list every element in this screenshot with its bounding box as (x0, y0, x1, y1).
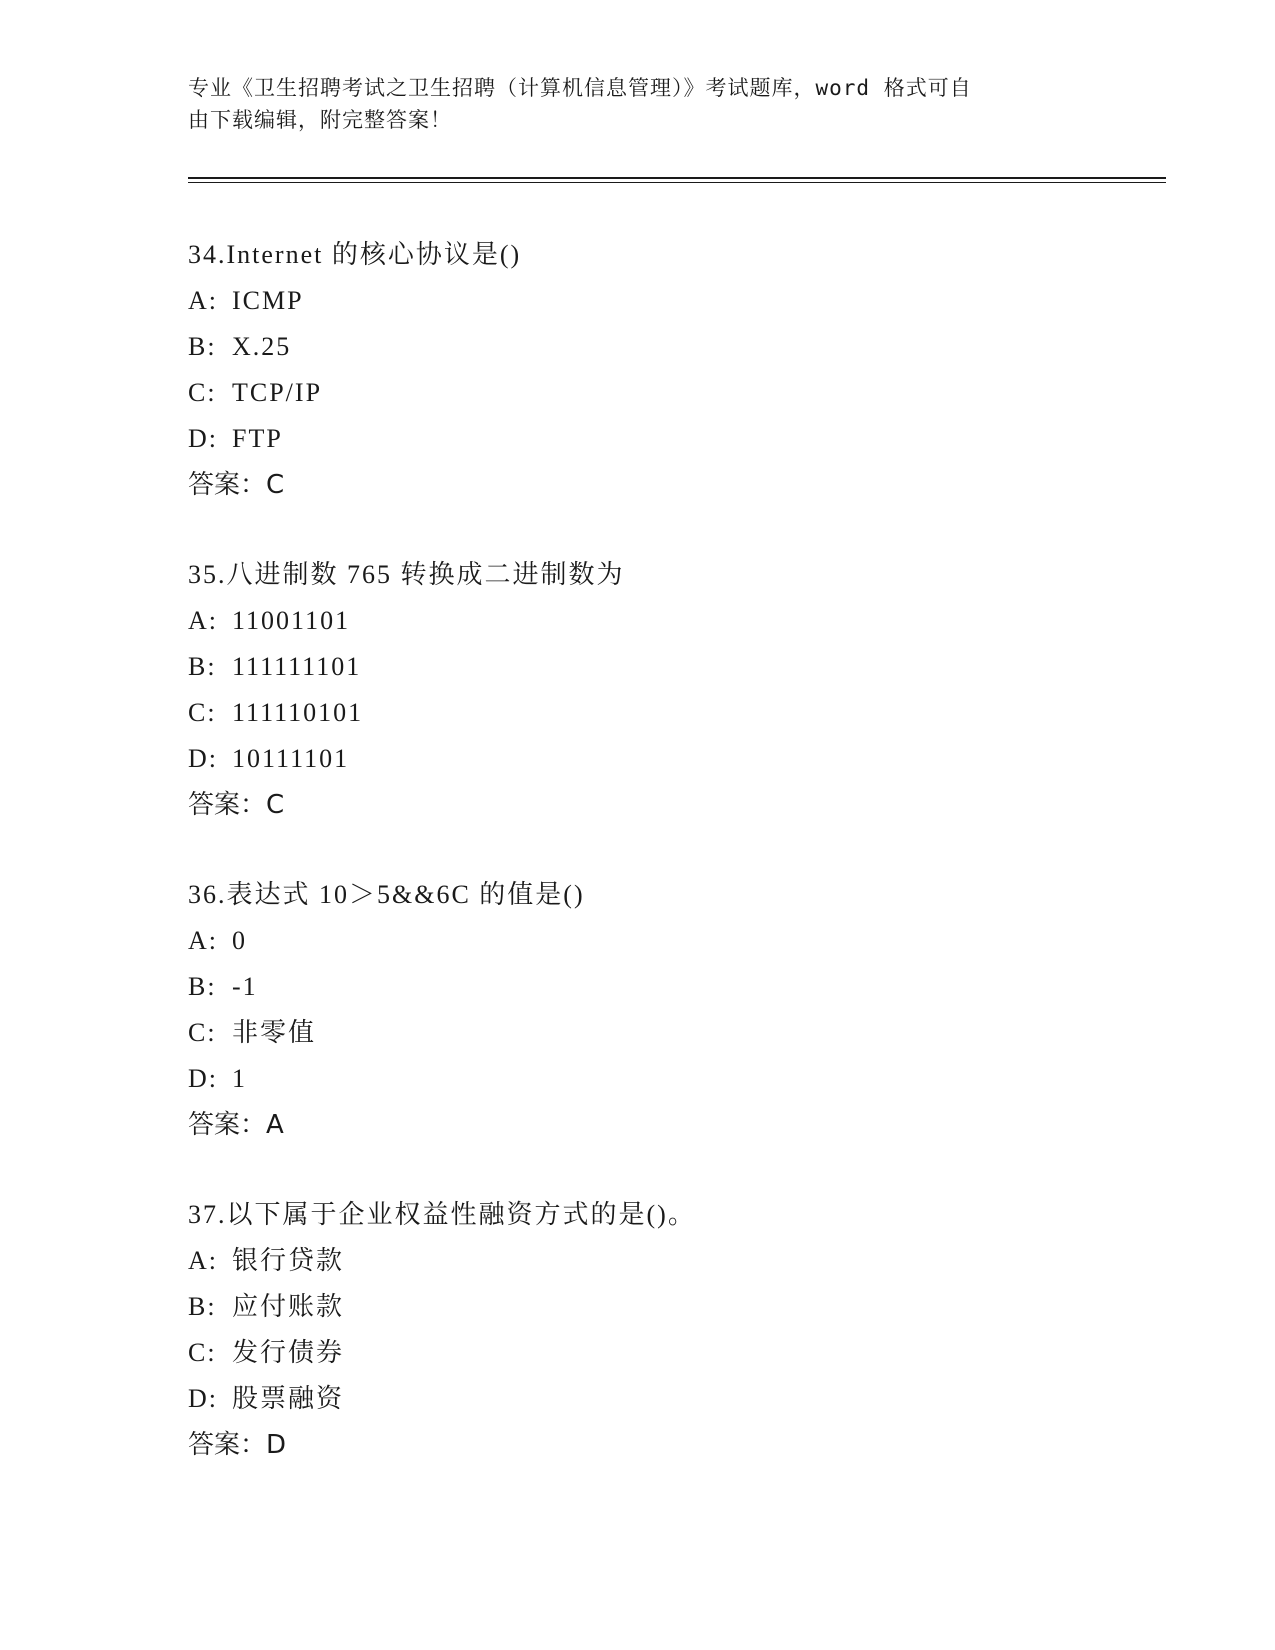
option-text: TCP/IP (232, 378, 323, 407)
option-a (188, 598, 625, 644)
option-letter: C: (188, 1338, 217, 1367)
question-block (188, 232, 521, 508)
option-b (188, 1284, 696, 1330)
option-a (188, 278, 521, 324)
option-text: 11001101 (232, 606, 351, 635)
answer-line: 答案：D (188, 1430, 287, 1460)
question-title: 36.表达式 10＞5&&6C 的值是() (188, 880, 585, 909)
question-block (188, 872, 585, 1148)
answer-line: 答案：C (188, 470, 285, 500)
option-text: 0 (232, 926, 247, 955)
option-a (188, 1238, 696, 1284)
answer-line: 答案：C (188, 790, 285, 820)
document-header (188, 72, 1088, 136)
question-block (188, 1192, 696, 1468)
option-d (188, 1376, 696, 1422)
option-d (188, 736, 625, 782)
option-letter: B: (188, 652, 217, 681)
option-letter: B: (188, 332, 217, 361)
option-text: 非零值 (232, 1018, 317, 1047)
option-b (188, 964, 585, 1010)
option-letter: A: (188, 606, 218, 635)
option-text: X.25 (232, 332, 292, 361)
option-letter: B: (188, 1292, 217, 1321)
option-letter: A: (188, 926, 218, 955)
option-letter: A: (188, 286, 218, 315)
option-text: 111111101 (232, 652, 362, 681)
question-title: 34.Internet 的核心协议是() (188, 240, 522, 269)
option-letter: D: (188, 1384, 218, 1413)
option-text: ICMP (232, 286, 304, 315)
question-title: 35.八进制数 765 转换成二进制数为 (188, 560, 625, 589)
question-block (188, 552, 625, 828)
option-text: 10111101 (232, 744, 350, 773)
option-text: 股票融资 (232, 1384, 345, 1413)
option-text: 1 (232, 1064, 247, 1093)
option-c (188, 690, 625, 736)
option-text: 111110101 (232, 698, 364, 727)
option-text: -1 (232, 972, 258, 1001)
answer-line: 答案：A (188, 1110, 284, 1140)
option-d (188, 416, 521, 462)
option-text: FTP (232, 424, 283, 453)
option-letter: C: (188, 698, 217, 727)
option-letter: C: (188, 1018, 217, 1047)
option-letter: D: (188, 424, 218, 453)
option-b (188, 644, 625, 690)
option-b (188, 324, 521, 370)
option-a (188, 918, 585, 964)
option-text: 银行贷款 (232, 1246, 345, 1275)
option-letter: C: (188, 378, 217, 407)
option-c (188, 1010, 585, 1056)
header-divider (188, 177, 1166, 183)
option-c (188, 1330, 696, 1376)
option-text: 发行债券 (232, 1338, 345, 1367)
question-title: 37.以下属于企业权益性融资方式的是()。 (188, 1200, 696, 1229)
option-c (188, 370, 521, 416)
option-d (188, 1056, 585, 1102)
option-text: 应付账款 (232, 1292, 345, 1321)
option-letter: B: (188, 972, 217, 1001)
option-letter: D: (188, 744, 218, 773)
header-line-1: 专业《卫生招聘考试之卫生招聘（计算机信息管理）》考试题库，word 格式可自 (188, 76, 972, 100)
option-letter: D: (188, 1064, 218, 1093)
option-letter: A: (188, 1246, 218, 1275)
header-line-2: 由下载编辑，附完整答案！ (188, 108, 452, 132)
